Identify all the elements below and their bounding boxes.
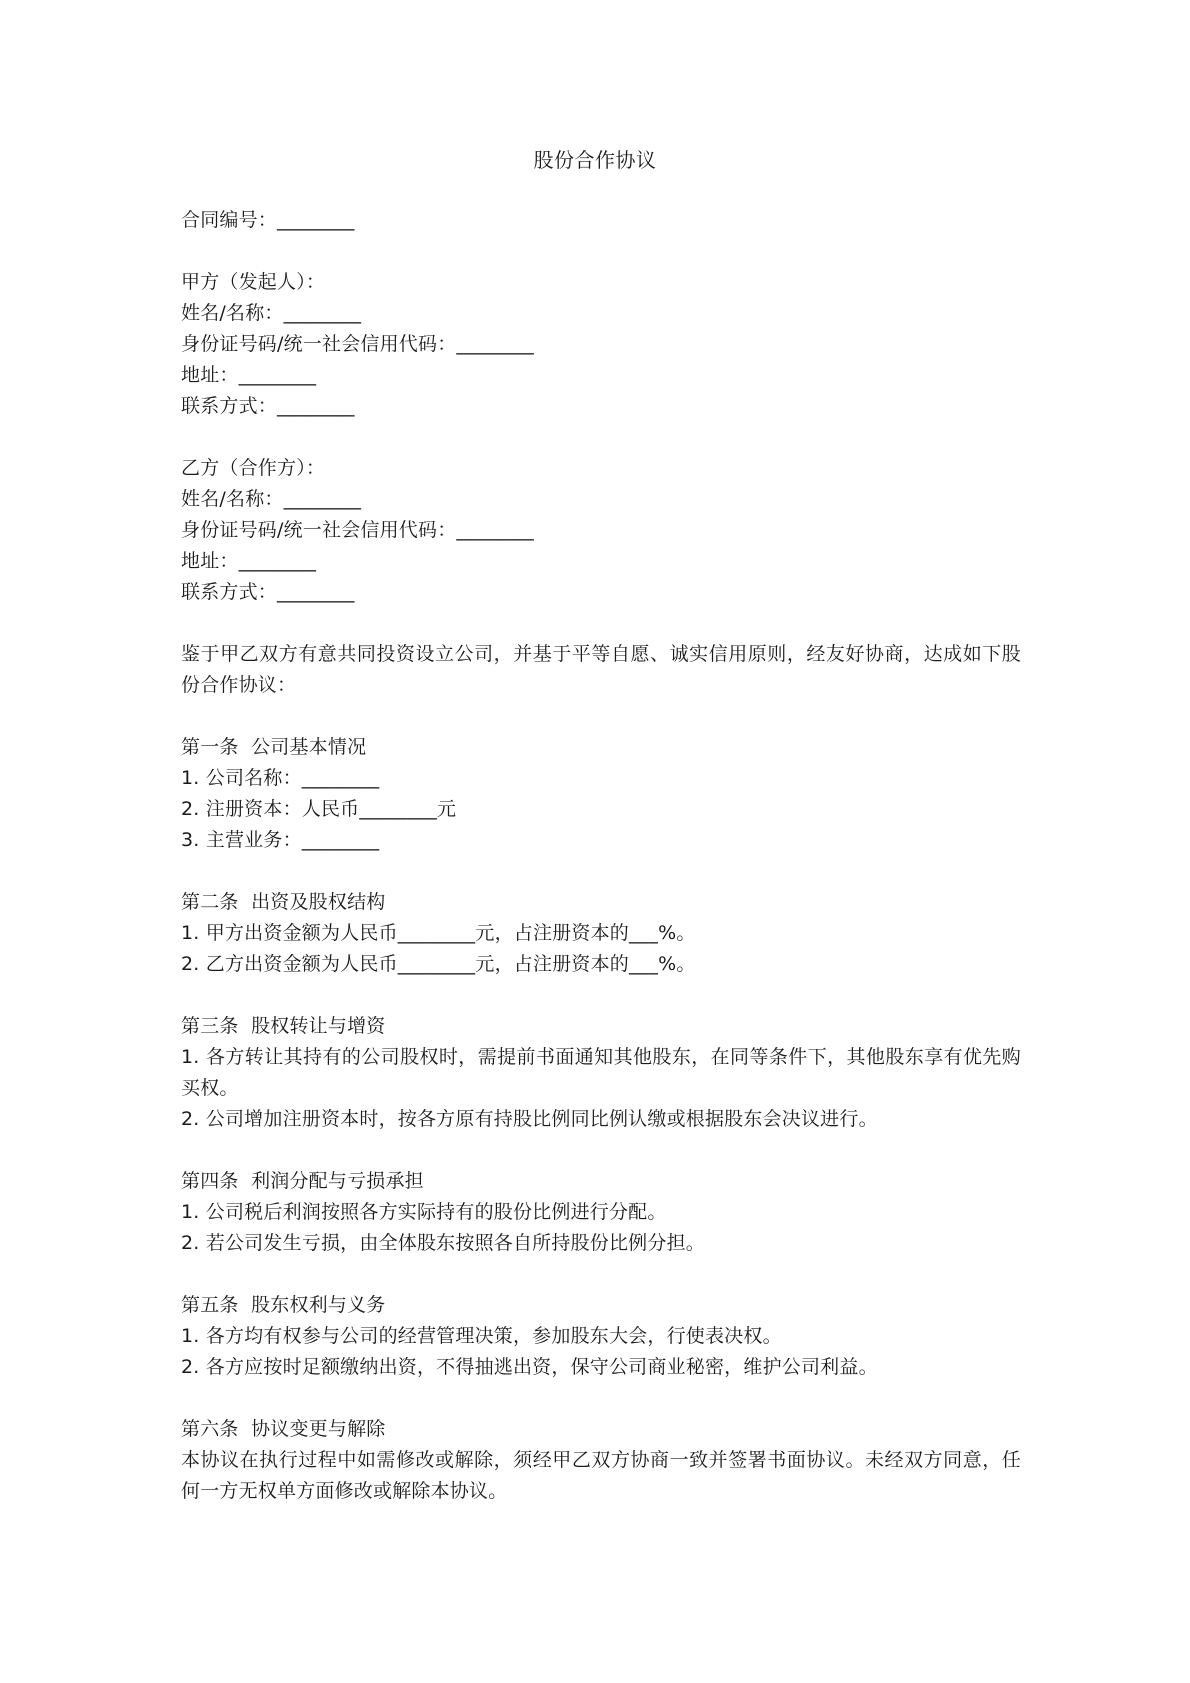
party-a-section xyxy=(181,267,1021,422)
party-a-id-code: 身份证号码/统一社会信用代码：________ xyxy=(181,333,535,355)
party-b-address: 地址：________ xyxy=(181,550,317,572)
spacer xyxy=(181,1383,1021,1414)
spacer xyxy=(181,236,1021,267)
spacer xyxy=(181,701,1021,732)
party-a-address: 地址：________ xyxy=(181,364,317,386)
article-5 xyxy=(181,1290,1021,1383)
article-1 xyxy=(181,732,1021,856)
spacer xyxy=(181,1259,1021,1290)
party-a-contact: 联系方式：________ xyxy=(181,395,355,417)
article-heading: 第五条 股东权利与义务 xyxy=(181,1294,386,1316)
party-b-name: 姓名/名称：________ xyxy=(181,488,362,510)
spacer xyxy=(181,856,1021,887)
party-a-heading: 甲方（发起人）： xyxy=(181,271,326,293)
document-body xyxy=(181,205,1021,1507)
article-item: 2. 各方应按时足额缴纳出资，不得抽逃出资，保守公司商业秘密，维护公司利益。 xyxy=(181,1356,878,1378)
article-3 xyxy=(181,1011,1021,1135)
spacer xyxy=(181,422,1021,453)
article-heading: 第二条 出资及股权结构 xyxy=(181,891,386,913)
article-item: 1. 甲方出资金额为人民币________元，占注册资本的___%。 xyxy=(181,922,696,944)
article-item: 1. 公司税后利润按照各方实际持有的股份比例进行分配。 xyxy=(181,1201,667,1223)
article-item: 2. 注册资本：人民币________元 xyxy=(181,798,457,820)
spacer xyxy=(181,980,1021,1011)
article-2 xyxy=(181,887,1021,980)
spacer xyxy=(181,1135,1021,1166)
party-b-section xyxy=(181,453,1021,608)
article-heading: 第四条 利润分配与亏损承担 xyxy=(181,1170,424,1192)
article-heading: 第六条 协议变更与解除 xyxy=(181,1418,386,1440)
article-item: 1. 各方转让其持有的公司股权时，需提前书面通知其他股东，在同等条件下，其他股东享有优先购买权。 xyxy=(181,1046,1021,1099)
article-item: 1. 各方均有权参与公司的经营管理决策，参加股东大会，行使表决权。 xyxy=(181,1325,782,1347)
article-4 xyxy=(181,1166,1021,1259)
article-item: 1. 公司名称：________ xyxy=(181,767,380,789)
party-b-heading: 乙方（合作方）： xyxy=(181,457,326,479)
party-a-name: 姓名/名称：________ xyxy=(181,302,362,324)
article-item: 2. 公司增加注册资本时，按各方原有持股比例同比例认缴或根据股东会决议进行。 xyxy=(181,1108,878,1130)
spacer xyxy=(181,608,1021,639)
party-b-contact: 联系方式：________ xyxy=(181,581,355,603)
article-item: 3. 主营业务：________ xyxy=(181,829,380,851)
preamble-paragraph: 鉴于甲乙双方有意共同投资设立公司，并基于平等自愿、诚实信用原则，经友好协商，达成如下股份合作协议： xyxy=(181,643,1021,696)
article-item: 本协议在执行过程中如需修改或解除，须经甲乙双方协商一致并签署书面协议。未经双方同意，任何一方无权单方面修改或解除本协议。 xyxy=(181,1449,1021,1502)
article-6 xyxy=(181,1414,1021,1507)
document-title: 股份合作协议 xyxy=(533,148,657,172)
article-item: 2. 若公司发生亏损，由全体股东按照各自所持股份比例分担。 xyxy=(181,1232,705,1254)
article-heading: 第一条 公司基本情况 xyxy=(181,736,367,758)
article-heading: 第三条 股权转让与增资 xyxy=(181,1015,386,1037)
party-b-id-code: 身份证号码/统一社会信用代码：________ xyxy=(181,519,535,541)
article-item: 2. 乙方出资金额为人民币________元，占注册资本的___%。 xyxy=(181,953,696,975)
contract-number: 合同编号：________ xyxy=(181,209,355,231)
